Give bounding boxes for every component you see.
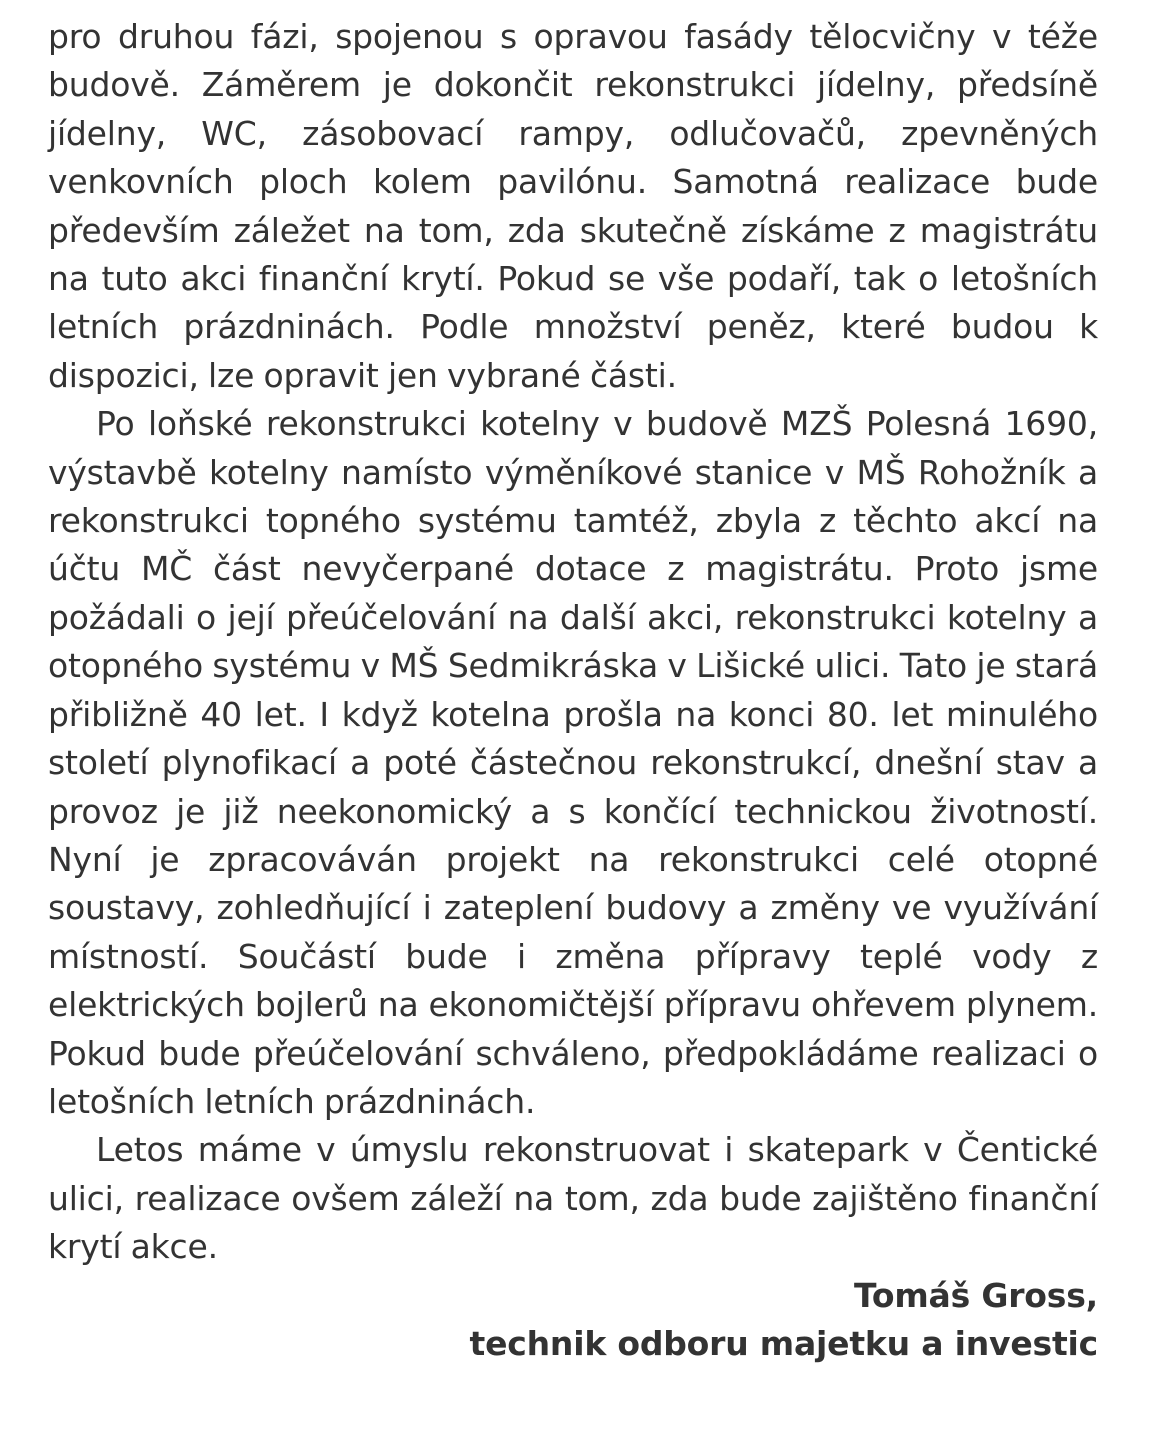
author-name: Tomáš Gross, <box>853 1275 1098 1315</box>
paragraph-continuation: pro druhou fázi, spojenou s opravou fasády tělocvičny v téže budově. Záměrem je dokončit rekonstrukci jídelny, předsíně jídelny, WC, zásobovací rampy, odlučovačů, zpevněných venkovních ploch kolem pavilónu. Samotná realizace bude především záležet na tom, zda skutečně získáme z magistrátu na tuto akci finanční krytí. Pokud se vše podaří, tak o letošních letních prázdninách. Podle množství peněz, které budou k dispozici, lze opravit jen vybrané části. <box>48 17 1098 395</box>
paragraph-skatepark: Letos máme v úmyslu rekonstruovat i skatepark v Čentické ulici, realizace ovšem záleží na tom, zda bude zajištěno finanční krytí akce. <box>48 1130 1098 1267</box>
article-page <box>48 13 1098 1368</box>
paragraph-boiler-reconstruction: Po loňské rekonstrukci kotelny v budově MZŠ Polesná 1690, výstavbě kotelny namísto výměníkové stanice v MŠ Rohožník a rekonstrukci topného systému tamtéž, zbyla z těchto akcí na účtu MČ část nevyčerpané dotace z magistrátu. Proto jsme požádali o její přeúčelování na další akci, rekonstrukci kotelny a otopného systému v MŠ Sedmikráska v Lišické ulici. Tato je stará přibližně 40 let. I když kotelna prošla na konci 80. let minulého století plynofikací a poté částečnou rekonstrukcí, dnešní stav a provoz je již neekonomický a s končící technickou životností. Nyní je zpracováván projekt na rekonstrukci celé otopné soustavy, zohledňující i zateplení budovy a změny ve využívání místností. Součástí bude i změna přípravy teplé vody z elektrických bojlerů na ekonomičtější přípravu ohřevem plynem. Pokud bude přeúčelování schváleno, předpokládáme realizaci o letošních letních prázdninách. <box>48 404 1098 1121</box>
signature-block <box>48 1272 1098 1369</box>
author-role: technik odboru majetku a investic <box>469 1323 1098 1363</box>
